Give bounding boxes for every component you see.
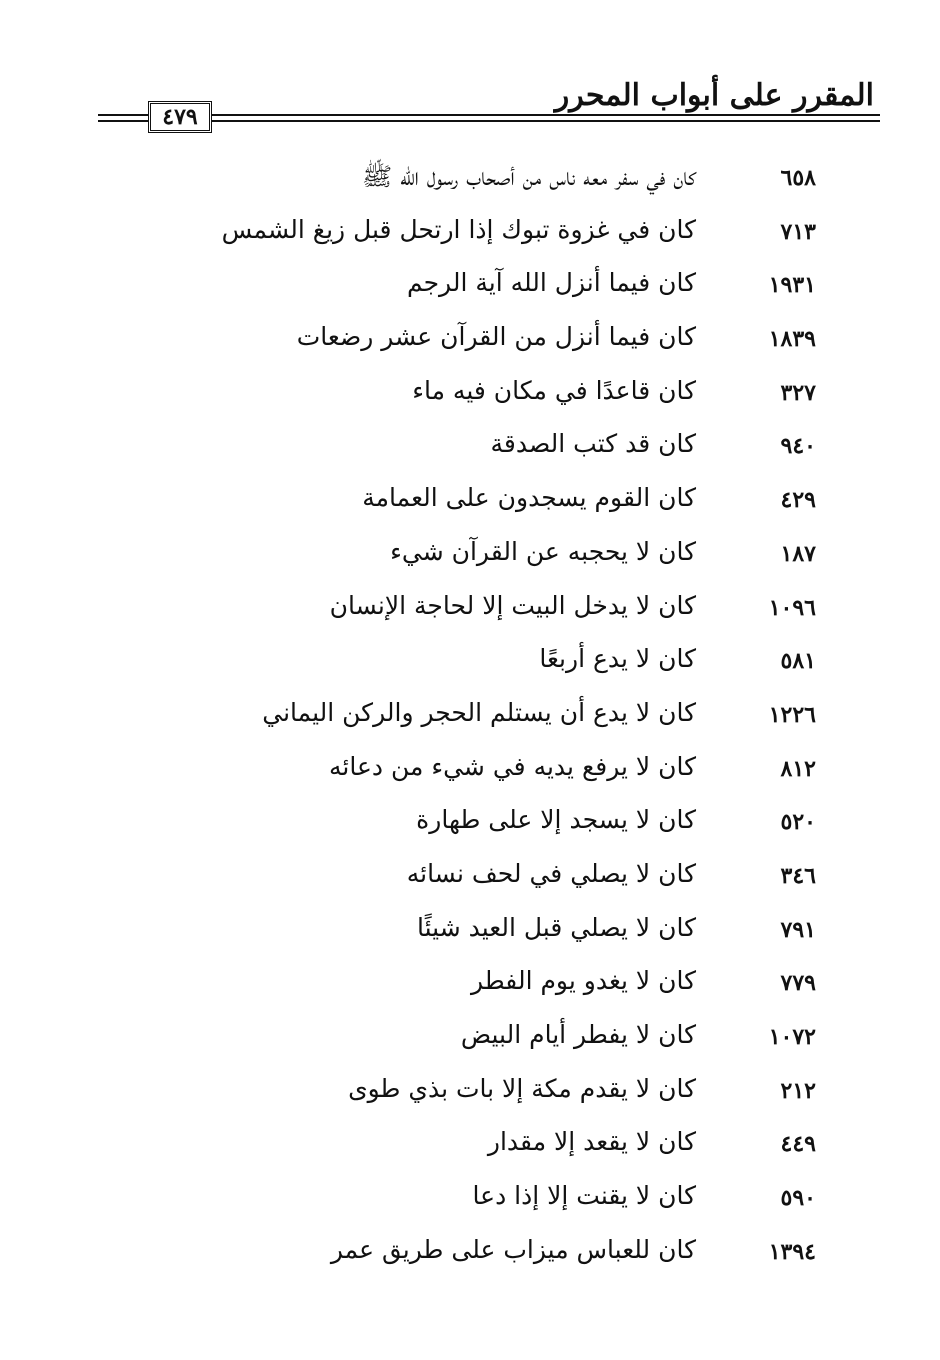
index-entry xyxy=(0,1068,940,1122)
entry-number: ٥٨١ xyxy=(780,648,816,675)
entry-text: كان فيما أنزل الله آية الرجم xyxy=(406,268,696,298)
entry-text: كان قاعدًا في مكان فيه ماء xyxy=(412,375,696,405)
index-entry xyxy=(0,209,940,263)
entry-number: ٣٢٧ xyxy=(780,379,816,406)
entry-text: كان قد كتب الصدقة xyxy=(490,429,696,459)
entry-text: كان لا يرفع يديه في شيء من دعائه xyxy=(329,751,696,781)
index-entry xyxy=(0,799,940,853)
page-number: ٤٧٩ xyxy=(148,101,212,133)
entry-number: ١٠٧٢ xyxy=(768,1024,816,1050)
entry-number: ١٨٧ xyxy=(780,540,816,567)
entry-number: ٧١٣ xyxy=(780,218,816,245)
index-entry xyxy=(0,585,940,639)
entry-text: كان لا يحجبه عن القرآن شيء xyxy=(390,536,696,566)
index-entry xyxy=(0,1121,940,1175)
entry-text: كان لا يصلي في لحف نسائه xyxy=(406,858,696,888)
index-entry xyxy=(0,638,940,692)
header-rule-bottom xyxy=(98,120,880,122)
index-list xyxy=(0,155,940,1282)
entry-text: كان القوم يسجدون على العمامة xyxy=(362,483,696,513)
entry-number: ٨١٢ xyxy=(780,755,816,782)
entry-text: كان لا يقعد إلا مقدار xyxy=(487,1127,696,1157)
index-entry xyxy=(0,155,940,209)
index-entry xyxy=(0,960,940,1014)
index-entry xyxy=(0,692,940,746)
running-title: المقرر على أبواب المحرر xyxy=(554,78,874,113)
entry-number: ٢١٢ xyxy=(780,1077,816,1104)
entry-number: ٦٥٨ xyxy=(780,165,816,191)
index-entry xyxy=(0,370,940,424)
entry-text: كان لا يقنت إلا إذا دعا xyxy=(472,1181,696,1211)
entry-number: ٥٩٠ xyxy=(780,1185,816,1212)
entry-text: كان في غزوة تبوك إذا ارتحل قبل زيغ الشمس xyxy=(221,214,696,244)
header-rule-top xyxy=(98,114,880,116)
entry-text: كان لا يدخل البيت إلا لحاجة الإنسان xyxy=(329,590,696,620)
entry-text: كان لا يفطر أيام البيض xyxy=(460,1020,696,1049)
index-entry xyxy=(0,531,940,585)
entry-text: كان فيما أنزل من القرآن عشر رضعات xyxy=(296,322,696,352)
entry-number: ١٨٣٩ xyxy=(768,326,816,353)
entry-number: ١٩٣١ xyxy=(768,272,816,299)
index-entry xyxy=(0,262,940,316)
entry-number: ٩٤٠ xyxy=(780,433,816,460)
index-entry xyxy=(0,1175,940,1229)
entry-text: كان لا يسجد إلا على طهارة xyxy=(416,805,696,835)
index-entry xyxy=(0,316,940,370)
index-entry xyxy=(0,907,940,961)
entry-text: كان لا يقدم مكة إلا بات بذي طوى xyxy=(348,1073,696,1103)
entry-text: كان لا يغدو يوم الفطر xyxy=(471,966,696,996)
entry-number: ٥٢٠ xyxy=(780,809,816,836)
entry-number: ١٢٢٦ xyxy=(768,701,816,728)
index-entry xyxy=(0,746,940,800)
entry-number: ٤٢٩ xyxy=(780,487,816,514)
entry-number: ١٠٩٦ xyxy=(768,594,816,621)
entry-text: كان للعباس ميزاب على طريق عمر xyxy=(330,1234,696,1264)
index-entry xyxy=(0,477,940,531)
entry-text: كان لا يصلي قبل العيد شيئًا xyxy=(417,912,696,942)
entry-number: ٧٧٩ xyxy=(780,970,816,997)
index-entry xyxy=(0,423,940,477)
entry-text: كان لا يدع أن يستلم الحجر والركن اليماني xyxy=(262,697,696,727)
entry-number: ٣٤٦ xyxy=(780,862,816,889)
index-entry xyxy=(0,1229,940,1283)
entry-number: ٤٤٩ xyxy=(780,1131,816,1158)
entry-number: ١٣٩٤ xyxy=(768,1238,816,1265)
index-entry xyxy=(0,853,940,907)
entry-text: كان في سفر معه ناس من أصحاب رسول الله ﷺ xyxy=(361,162,696,191)
entry-text: كان لا يدع أربعًا xyxy=(539,644,696,674)
page-header xyxy=(0,70,940,140)
index-entry xyxy=(0,1014,940,1068)
entry-number: ٧٩١ xyxy=(780,916,816,943)
